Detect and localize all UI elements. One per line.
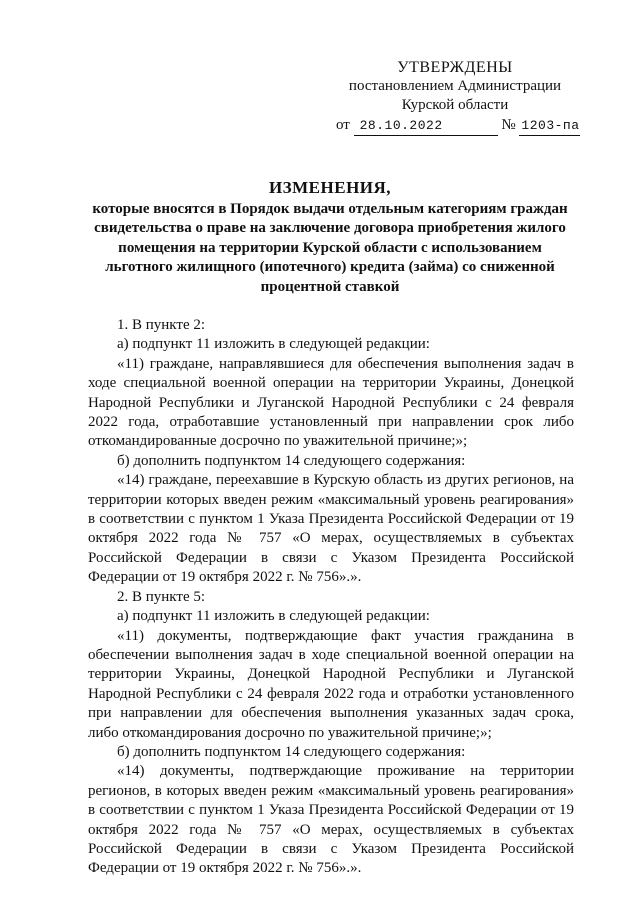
heading-line: которые вносятся в Порядок выдачи отдельным категориям граждан	[92, 200, 568, 217]
heading-line: помещения на территории Курской области с использованием	[118, 239, 542, 256]
number-prefix: №	[501, 117, 516, 133]
paragraph: а) подпункт 11 изложить в следующей редакции:	[117, 608, 430, 625]
date-prefix: от	[336, 117, 350, 133]
paragraph: б) дополнить подпунктом 14 следующего содержания:	[117, 452, 466, 469]
approval-line-1: постановлением Администрации	[348, 78, 562, 94]
approval-title: УТВЕРЖДЕНЫ	[397, 59, 513, 76]
paragraph: «14) граждане, переехавшие в Курскую область из других регионов, на территории которых введен режим «максимальный уровень реагирования» в соответствии с пунктом 1 Указа Президента Российской Федерации от 19 октября 2022 года № 757 «О мерах, осуществляемых в субъектах Российской Федерации в связи с Указом Президента Российской Федерации от 19 октября 2022 г. № 756».».	[88, 472, 574, 586]
approval-number: 1203-па	[519, 116, 579, 136]
paragraph: «14) документы, подтверждающие проживание на территории регионов, в которых введен режим «максимальный уровень реагирования» в соответствии с пунктом 1 Указа Президента Российской Федерации от 19 октября 2022 года № 757 «О мерах, осуществляемых в субъектах Российской Федерации в связи с Указом Президента Российской Федерации от 19 октября 2022 г. № 756».».	[88, 763, 574, 877]
approval-block	[330, 58, 580, 115]
heading-line: свидетельства о праве на заключение договора приобретения жилого	[94, 220, 566, 236]
heading-line: процентной ставкой	[260, 278, 400, 295]
paragraph: «11) документы, подтверждающие факт участия гражданина в обеспечении выполнения задач в ходе специальной военной операции на территории Украины, Донецкой Народной Республики и Луганской Народной Республики с 24 февраля 2022 года и отработки установленного при направлении для обеспечения выполнения указанных задач срока, либо откомандирования досрочно по уважительной причине;»;	[88, 627, 574, 741]
paragraph: б) дополнить подпунктом 14 следующего содержания:	[117, 743, 466, 760]
heading-title: ИЗМЕНЕНИЯ,	[268, 178, 392, 197]
document-body	[88, 316, 574, 879]
paragraph: 2. В пункте 5:	[117, 588, 206, 605]
approval-date-line	[336, 116, 586, 136]
document-heading	[70, 178, 590, 297]
heading-line: льготного жилищного (ипотечного) кредита (займа) со сниженной	[105, 259, 555, 275]
approval-line-2: Курской области	[401, 97, 509, 113]
paragraph: «11) граждане, направлявшиеся для обеспечения выполнения задач в ходе специальной военной операции на территории Украины, Донецкой Народной Республики и Луганской Народной Республики с 24 февраля 2022 года, отработавшие установленный при направлении срок либо откомандированные досрочно по уважительной причине;»;	[88, 355, 574, 450]
paragraph: а) подпункт 11 изложить в следующей редакции:	[117, 336, 430, 353]
approval-date: 28.10.2022	[354, 116, 498, 136]
paragraph: 1. В пункте 2:	[117, 317, 206, 333]
